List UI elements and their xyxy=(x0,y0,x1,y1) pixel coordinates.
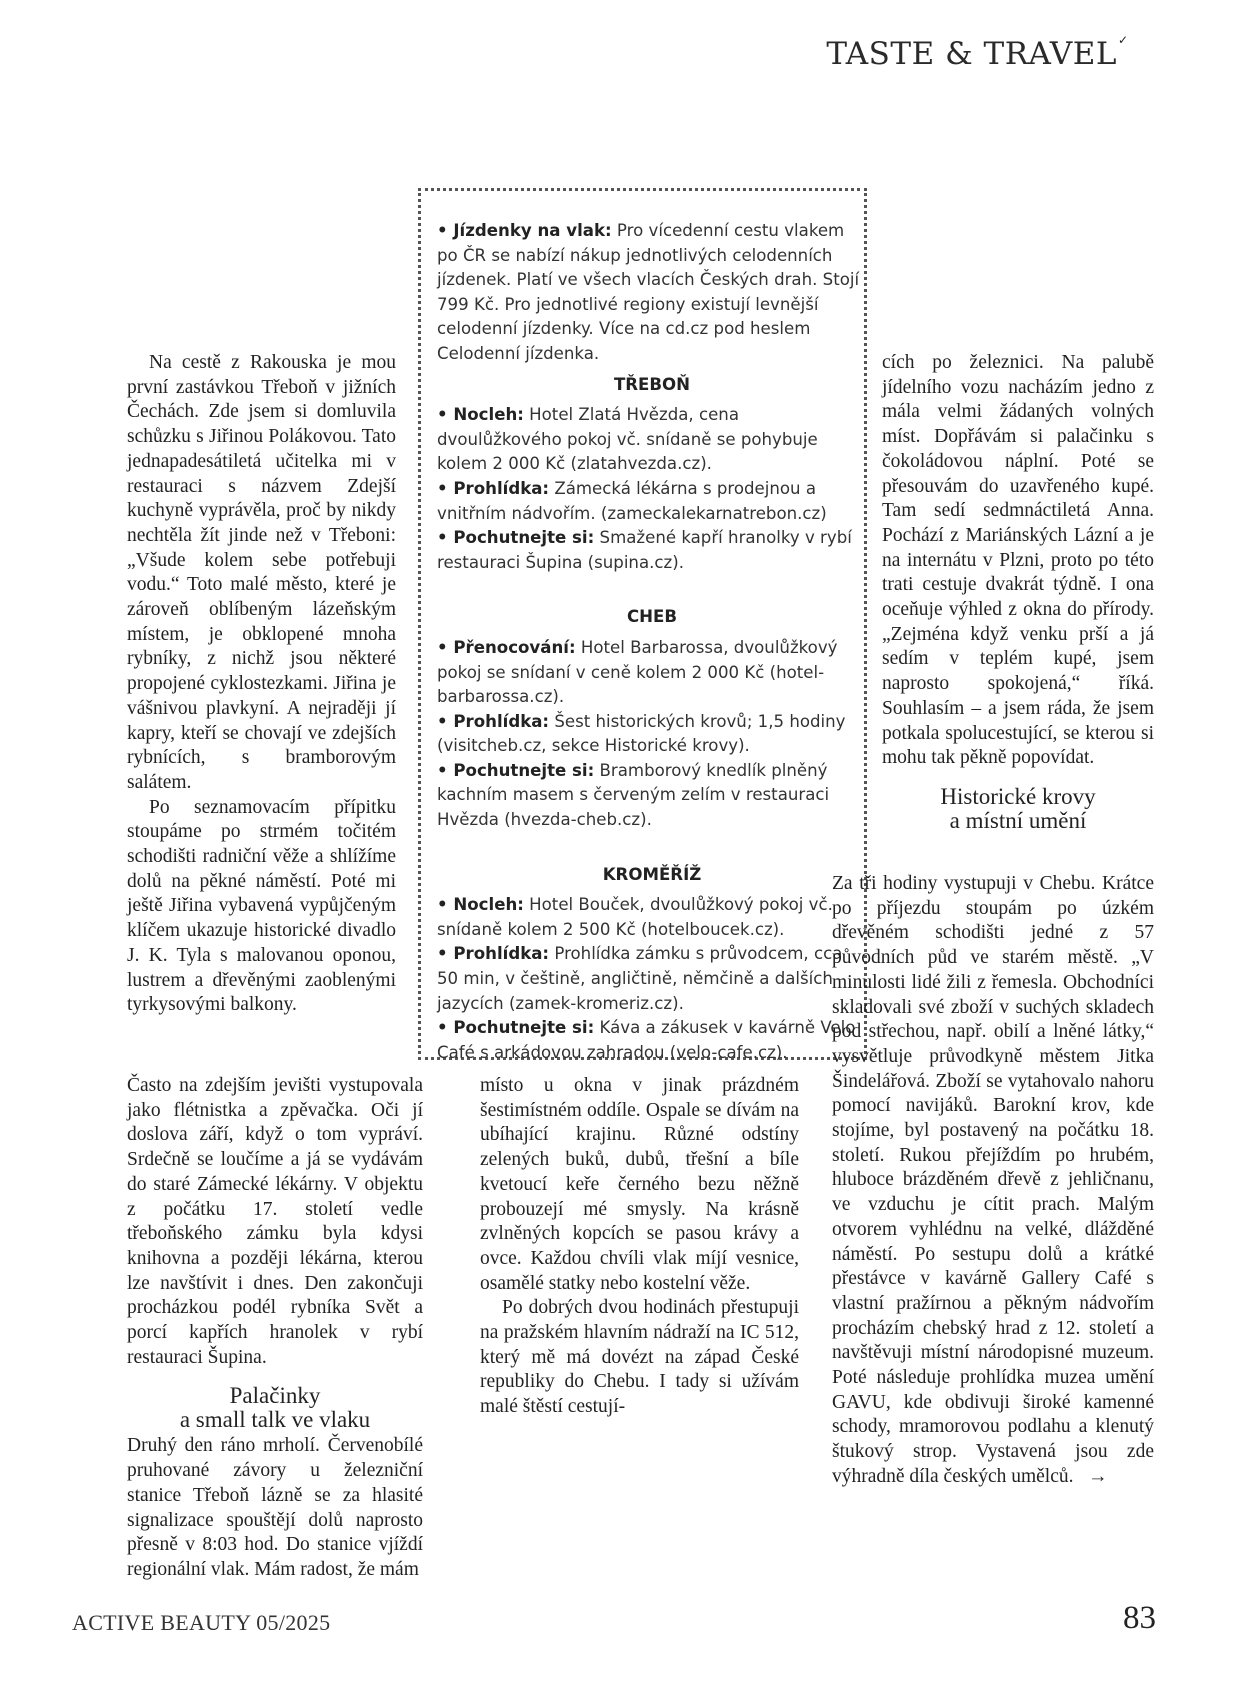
article-column-1-top xyxy=(127,351,396,1018)
article-column-2 xyxy=(480,1074,799,1420)
subheading-palacinky xyxy=(127,1384,423,1432)
subheading-line-1: Historické krovy xyxy=(940,783,1096,809)
info-label: • Pochutnejte si: xyxy=(437,760,595,780)
subheading-line-1: Palačinky xyxy=(229,1383,321,1409)
info-text: Pro vícedenní cestu vlakem po ČR se nabízí nákup jednotlivých celodenních jízdenek. Platí ve všech vlacích Českých drah. Stojí 799 Kč. Pro jednotlivé regiony existují levnější celodenní jízdenky. Více na cd.cz pod heslem Celodenní jízdenka. xyxy=(437,221,860,363)
city-heading-kromeriz: KROMĚŘÍŽ xyxy=(602,864,702,884)
info-text: Káva a zákusek v kavárně Velo Café s arkádovou zahradou (velo-cafe.cz). xyxy=(437,1018,856,1062)
info-item xyxy=(437,759,867,833)
city-heading-trebon: TŘEBOŇ xyxy=(613,374,691,394)
info-box xyxy=(437,219,867,1065)
subheading-line-2: a místní umění xyxy=(949,807,1087,833)
info-item xyxy=(437,1016,867,1065)
paragraph-window-seat: místo u okna v jinak prázdném šestimístném oddíle. Ospale se dívám na ubíhající krajinu. Různé odstíny zelených buků, dubů, třešní a bíle kvetoucí keře černého bezu něžně probouzejí mé smysly. Na krásně zvlněných kopcích se pasou krávy a ovce. Každou chvíli vlak míjí vesnice, osamělé statky nebo kostelní věže. xyxy=(480,1075,799,1294)
info-label: • Prohlídka: xyxy=(437,944,550,964)
page-number: 83 xyxy=(1123,1600,1156,1636)
paragraph-dining-car: cích po železnici. Na palubě jídelního vozu nacházím jedno z mála velmi žádaných volných míst. Dopřávám si palačinku s čokoládovou náplní. Poté se přesouvám do uzavřeného kupé. Tam sedí sedmnáctiletá Anna. Pochází z Mariánských Lázní a je na internátu v Plzni, proto po této trati cestuje dvakrát týdně. I ona oceňuje výhled z okna do přírody. „Zejména když venku prší a já sedím v teplém kupé, jsem naprosto spokojená,“ říká. Souhlasím – a jsem ráda, že jsem potkala spolucestující, se kterou si mohu tak pěkně popovídat. xyxy=(882,352,1154,769)
info-text: Hotel Zlatá Hvězda, cena dvoulůžkového pokoj vč. snídaně se pohybuje kolem 2 000 Kč (zlatahvezda.cz). xyxy=(437,405,818,474)
info-item xyxy=(437,403,867,477)
info-item xyxy=(437,477,867,526)
info-text: Zámecká lékárna s prodejnou a vnitřním nádvořím. (zameckalekarnatrebon.cz) xyxy=(437,478,827,523)
info-label: • Pochutnejte si: xyxy=(437,528,595,548)
info-label: • Jízdenky na vlak: xyxy=(437,221,612,240)
info-text: Bramborový knedlík plněný kachním masem s červeným zelím v restauraci Hvězda (hvezda-cheb.cz). xyxy=(437,760,830,830)
info-item xyxy=(437,893,867,942)
magazine-issue: ACTIVE BEAUTY 05/2025 xyxy=(72,1610,331,1635)
paragraph-transfer: Po dobrých dvou hodinách přestupuji na pražském hlavním nádraží na IC 512, který mě má dovézt na západ České republiky do Chebu. I tady si užívám malé štěstí cestují- xyxy=(480,1297,799,1418)
subheading-line-2: a small talk ve vlaku xyxy=(179,1407,371,1433)
info-label: • Pochutnejte si: xyxy=(437,1018,595,1038)
subheading-krovy xyxy=(882,785,1154,833)
info-item xyxy=(437,636,867,710)
info-text: Smažené kapří hranolky v rybí restauraci Šupina (supina.cz). xyxy=(437,528,852,572)
info-label: • Nocleh: xyxy=(437,405,524,425)
paragraph-cheb-text: Za tři hodiny vystupuji v Chebu. Krátce po příjezdu stoupám po úzkém dřevěném schodišti jedné z 57 původních půd ve starém městě. „V minulosti lidé žili z řemesla. Obchodníci skladovali své zboží v suchých skladech pod střechou, např. obilí a lněné látky,“ vysvětluje průvodkyně městem Jitka Šindelářová. Zboží se vytahovalo nahoru pomocí navijáků. Barokní krov, kde stojíme, byl postavený na počátku 18. století. Rukou přejíždím po hrubém, hluboce brázděném dřevě z jehličnanu, ve vzduchu je cítit prach. Malým otvorem vyhlédnu na velké, dlážděné náměstí. Po sestupu dolů a krátké přestávce v kavárně Gallery Café s vlastní pražírnou a pěkným nádvořím procházím chebský hrad z 12. století a navštěvuji místní národopisné muzeum. Poté následuje prohlídka muzea umění GAVU, kde obdivuji široké kamenné schody, mramorovou podlahu a klenutý štukový strop. Vystavená jsou zde výhradně díla českých umělců. xyxy=(832,873,1154,1487)
info-item xyxy=(437,710,867,759)
article-column-1-bottom xyxy=(127,1074,423,1583)
section-header: TASTE & TRAVEL xyxy=(826,36,1117,72)
info-item xyxy=(437,942,867,1016)
info-item xyxy=(437,526,867,575)
info-tickets xyxy=(437,219,867,367)
arrow-right-icon: → xyxy=(1088,1465,1108,1487)
info-text: Šest historických krovů; 1,5 hodiny (visitcheb.cz, sekce Historické krovy). xyxy=(437,711,846,756)
paragraph-theatre: Často na zdejším jevišti vystupovala jako flétnistka a zpěvačka. Oči jí doslova září, když o tom vypráví. Srdečně se loučíme a já se vydávám do staré Zámecké lékárny. V objektu z počátku 17. století vedle třeboňského zámku byla kdysi knihovna a později lékárna, kterou lze navštívit i dnes. Den zakončuji procházkou podél rybníka Svět a porcí kapřích hranolek v rybí restauraci Šupina. xyxy=(127,1075,423,1368)
paragraph-cheb xyxy=(832,872,1154,1490)
paragraph-tower: Po seznamovacím přípitku stoupáme po strmém točitém schodišti radniční věže a shlížíme dolů na pěkné náměstí. Poté mi ještě Jiřina vybavená vypůjčeným klíčem ukazuje historické divadlo J. K. Tyla s malovanou oponou, lustrem a dřevěnými zaoblenými tyrkysovými balkony. xyxy=(127,796,396,1016)
info-text: Hotel Barbarossa, dvoulůžkový pokoj se snídaní v ceně kolem 2 000 Kč (hotel-barbarossa.cz). xyxy=(437,637,838,707)
info-text: Prohlídka zámku s průvodcem, cca 50 min, v češtině, angličtině, němčině a dalších jazycích (zamek-kromeriz.cz). xyxy=(437,944,843,1013)
check-icon: ✓ xyxy=(1117,33,1128,47)
info-label: • Nocleh: xyxy=(437,895,524,915)
article-column-3-bottom xyxy=(832,872,1154,1490)
article-column-3-top xyxy=(882,351,1154,835)
city-heading-cheb: CHEB xyxy=(626,607,678,627)
paragraph-train-morning: Druhý den ráno mrholí. Červenobílé pruhované závory u železniční stanice Třeboň lázně se za hlasité signalizace spouštějí dolů naprosto přesně v 8:03 hod. Do stanice vjíždí regionální vlak. Mám radost, že mám xyxy=(127,1435,423,1580)
info-label: • Prohlídka: xyxy=(437,478,550,498)
paragraph-intro: Na cestě z Rakouska je mou první zastávkou Třeboň v jižních Čechách. Zde jsem si domluvila schůzku s Jiřinou Polákovou. Tato jednapadesátiletá učitelka mi v restauraci s názvem Zdejší kuchyně vyprávěla, proč by nikdy nechtěla žít jinde než v Třeboni: „Všude kolem sebe potřebuji vodu.“ Toto malé město, které je zároveň oblíbeným lázeňským místem, je obklopené mnoha rybníky, z nichž jsou některé propojené cyklostezkami. Jiřina je vášnivou plavkyní. A nejraději jí kapry, kteří se chovají ve zdejších rybnících, s bramborovým salátem. xyxy=(127,352,396,793)
info-text: Hotel Bouček, dvoulůžkový pokoj vč. snídaně kolem 2 500 Kč (hotelboucek.cz). xyxy=(437,895,833,939)
info-label: • Přenocování: xyxy=(437,637,576,657)
info-label: • Prohlídka: xyxy=(437,711,550,731)
